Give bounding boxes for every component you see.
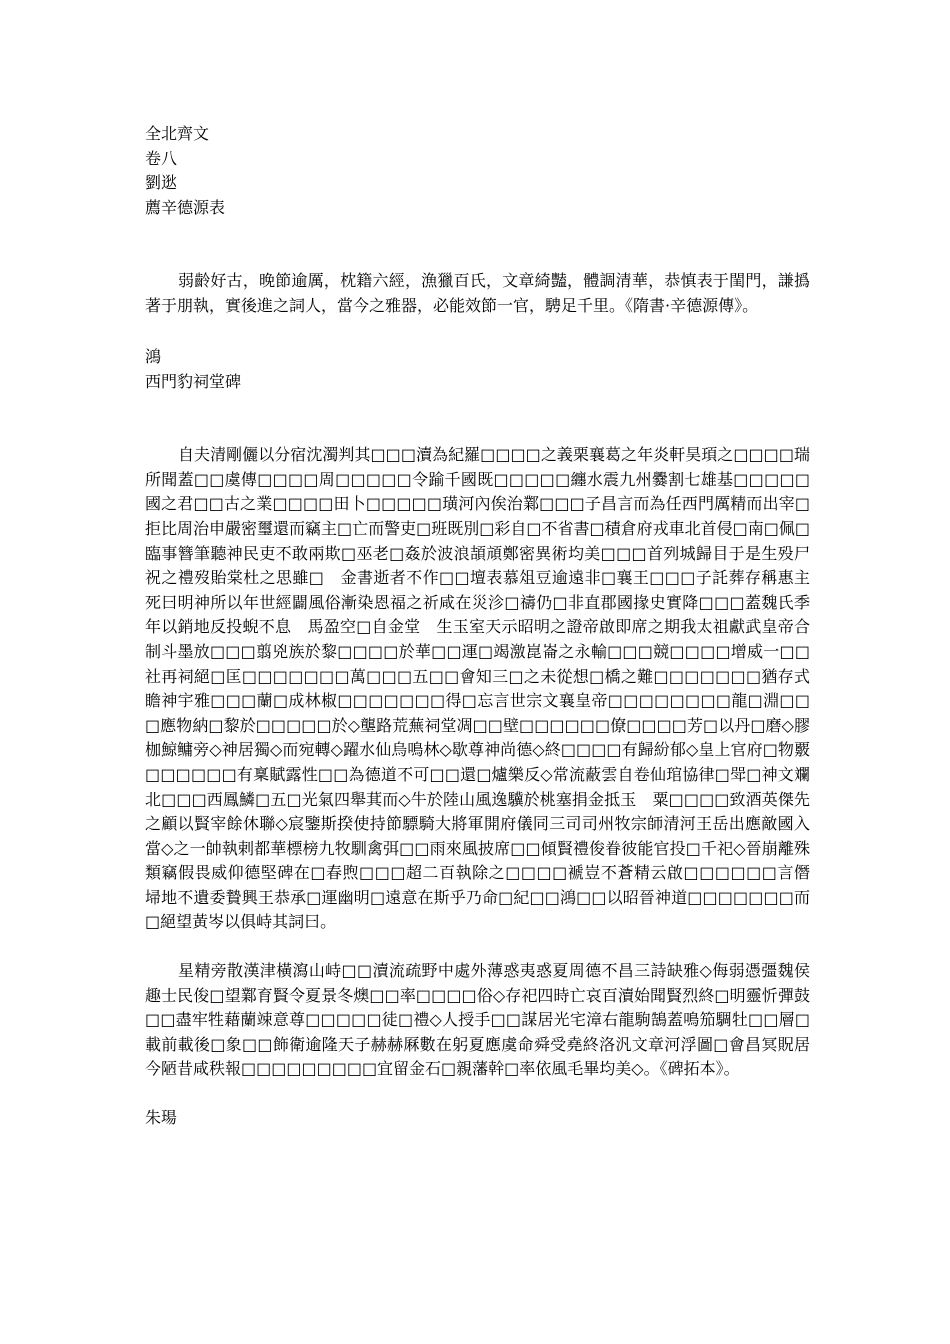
spacer bbox=[145, 1082, 810, 1106]
collection-title: 全北齊文 bbox=[145, 124, 210, 143]
body-paragraph: 星精旁散漢津橫瀉山峙□□瀆流疏野中處外薄惑夷惑夏周德不昌三詩缺雅◇侮弱憑彊魏侯趣士民俊□望鄴育賢令夏景冬燠□□率□□□□俗◇存祀四時亡哀百瀆始聞賢烈終□明靈忻彈鼓□□盡牢牲藉蘭竦意尊□□□□□徒□禮◇人授手□□謀居光宅漳右龍駒鵠蓋鳴笳騆牡□□層□載前載後□象□□飾衛逾隆天子赫赫厤數在躬夏應虞命舜受堯終洛汎文章河浮圖□會昌冥貺居今陋昔咸秩報□□□□□□□□□宜留金石□親藩幹□率依風毛畢均美◇。《碑拓本》。 bbox=[145, 961, 810, 1079]
body-paragraph: 自夫清剛儷以分宿沈濁判其□□□瀆為紀羅□□□□之義栗襄葛之年炎軒昊頊之□□□□瑞所聞蓋□□虞傳□□□□周□□□□□令踰千國既□□□□□纏水震九州爨割七雄基□□□□□國之君□□古之業□□□□田卜□□□□□璜河內俟治鄴□□□子昌言而為任西門厲精而出宰□拒比周治申嚴密璽還而竊主□亡而警吏□班既別□彩自□不省書□積倉府戎車北首侵□南□佩□臨事簪筆聽神民吏不敢兩欺□巫老□姦於波浪頡頏鄭密異術均美□□□首列城歸目于是生殁尸祝之禮歿貽棠杜之思雖□ 金書逝者不作□□壇表慕俎豆逾遠非□襄王□□□子託葬存稱惠主死曰明神所以年世經闢風俗漸染恩福之祈咸在災沴□禱仍□非直郡國掾史實降□□□蓋魏氏季年以銷地反投蜺不息 馬盈空□自金堂 生玉室天示昭明之證帝啟即席之期我太祖獻武皇帝合制斗墨放□□□翦兇族於黎□□□□於華□□運□竭激崑崙之永輸□□□競□□□□增威一□□社再祠絕□匡□□□□□□□萬□□□五□□會知三□之未從想□橋之難□□□□□□□猶存式瞻神宇雅□□□蘭□成林椒□□□□□□□得□忘言世宗文襄皇帝□□□□□□□□龍□淵□□□應物納□黎於□□□□□於◇壟路荒蕪祠堂凋□□壁□□□□□□僚□□□□芳□以丹□磨◇膠枷鯨鳙旁◇神居獨◇而宛轉◇躍水仙烏鳴林◇歇尊神尚德◇終□□□□有歸紛郁◇皇上官府□物覈□□□□□□有稟賦露性□□為德道不可□□還□爐樂反◇常流蔽雲自卷仙琯協律□斝□神文斕北□□□西鳳鱗□五□光氣四舉萁而◇牛於陸山風逸驥於桃塞捐金抵玉 粟□□□□致酒英傑先之顧以賢宰餘休聯◇宸鑒斯揆使持節驃騎大將軍開府儀同三司司州牧宗師清河王岳出應敵國入當◇之一帥執剌都華標榜九牧馴禽弭□□雨來風披席□□傾賢禮俊眷彼能官投□千祀◇晉崩離殊類竊假畏威仰德堅碑在□春煦□□□超二百執除之□□□□褫豈不蒼精云啟□□□□□□言僭 埽地不遺委贄興王恭承□運幽明□遠意在斯乎乃命□紀□□鴻□□以昭晉神道□□□□□□□而□絕望黃岑以俱峙其詞曰。 bbox=[145, 445, 827, 932]
author-name: 鴻 bbox=[145, 347, 162, 367]
work-title: 薦辛德源表 bbox=[145, 197, 226, 217]
spacer bbox=[145, 394, 810, 443]
author-name: 朱瑒 bbox=[145, 1108, 178, 1128]
document-page bbox=[145, 122, 827, 1131]
spacer bbox=[145, 220, 810, 269]
work-title: 西門豹祠堂碑 bbox=[145, 371, 242, 391]
volume-label: 卷八 bbox=[145, 148, 178, 168]
spacer bbox=[145, 935, 810, 959]
author-name: 劉逖 bbox=[145, 173, 178, 192]
body-paragraph: 弱齡好古，晚節逾厲，枕籍六經，漁獵百氏，文章綺豔，體調清華，恭慎表于閨門，謙撝著于朋執，實後進之詞人，當今之雅器，必能效節一官，騁足千里。《隋書·辛德源傳》。 bbox=[145, 271, 810, 315]
spacer bbox=[145, 318, 810, 345]
